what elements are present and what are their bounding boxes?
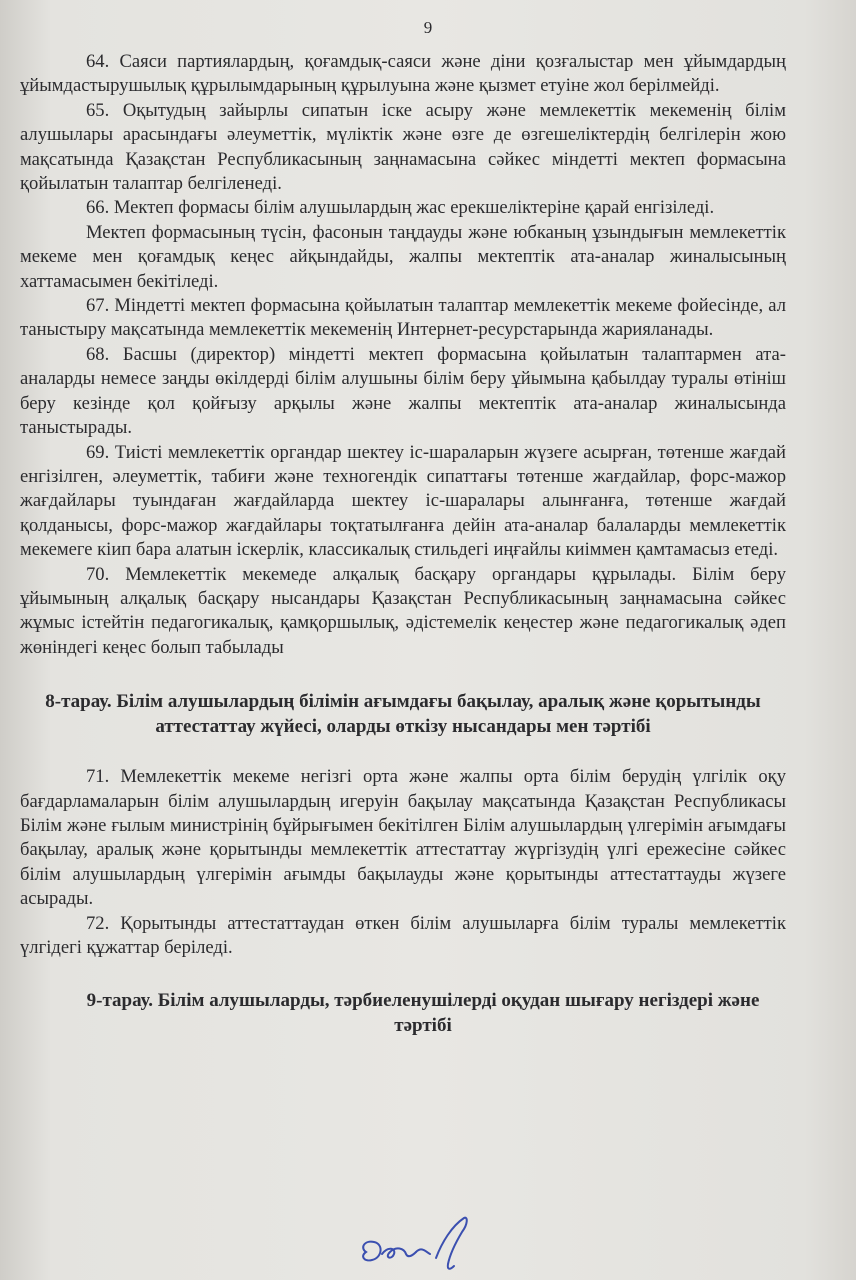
paragraph-65: 65. Оқытудың зайырлы сипатын іске асыру және мемлекеттік мекеменің білім алушылары арасындағы әлеуметтік, мүліктік және өзге де өзгешеліктердің белгілерін жою мақсатында Қазақстан Республикасының заңнамасына сәйкес міндетті мектеп формасына қойылатын талаптар белгіленеді. [20,99,786,195]
paragraph-71: 71. Мемлекеттік мекеме негізгі орта және жалпы орта білім берудің үлгілік оқу бағдарламаларын білім алушылардың игеруін бақылау мақсатында Қазақстан Республикасы Білім және ғылым министрінің бұйрығымен бекітілген Білім алушылардың үлгерімін ағымдағы бақылау, аралық және қорытынды мемлекеттік аттестаттау жүргізудің үлгі ережесіне сәйкес білім алушылардың үлгерімін ағымды бақылауды және қорытынды аттестаттауды жүзеге асырады. [20,766,786,910]
paragraph-68: 68. Басшы (директор) міндетті мектеп формасына қойылатын талаптармен ата-аналарды немесе заңды өкілдерді білім алушыны білім беру ұйымына қабылдау туралы өтініш беру кезінде қол қойғызу арқылы және жалпы мектептік ата-аналар жиналысында таныстырады. [20,343,786,439]
paragraph-66: 66. Мектеп формасы білім алушылардың жас ерекшеліктеріне қарай енгізіледі. [86,197,715,219]
page-number: 9 [423,18,433,37]
paragraph-64: 64. Саяси партиялардың, қоғамдық-саяси және діни қозғалыстар мен ұйымдардың ұйымдастырушылық құрылымдарының құрылуына және қызмет етуіне жол берілмейді. [20,51,786,97]
section-9-heading: 9-тарау. Білім алушыларды, тәрбиеленушілерді оқудан шығару негіздері және тәртібі [86,990,760,1037]
paragraph-69: 69. Тиісті мемлекеттік органдар шектеу іс-шараларын жүзеге асырған, төтенше жағдай енгізілген, әлеуметтік, табиғи және техногендік сипаттағы төтенше жағдайлар, форс-мажор жағдайлары туындаған жағдайларда шектеу іс-шаралары алынғанға, төтенше жағдай қолданысы, форс-мажор жағдайлары тоқтатылғанға дейін ата-аналар балаларды мемлекеттік мекемеге кіип бара алатын іскерлік, классикалық стильдегі иңғайлы киіммен қамтамасыз етеді. [20,441,786,561]
paragraph-67: 67. Міндетті мектеп формасына қойылатын талаптар мемлекеттік мекеме фойесінде, ал таныстыру мақсатында мемлекеттік мекеменің Интернет-ресурстарында жарияланады. [20,295,786,341]
handwritten-signature [352,1212,482,1274]
paragraph-72: 72. Қорытынды аттестаттаудан өткен білім алушыларға білім туралы мемлекеттік үлгідегі құжаттар беріледі. [20,912,786,958]
paragraph-66-uniform-choice: Мектеп формасының түсін, фасонын таңдауды және юбканың ұзындығын мемлекеттік мекеме мен қоғамдық кеңес айқындайды, жалпы мектептік ата-аналар жиналысының хаттамасымен бекітіледі. [20,221,786,292]
document-body [20,50,786,1038]
section-8-heading: 8-тарау. Білім алушылардың білімін ағымдағы бақылау, аралық және қорытынды аттестаттау жүйесі, оларды өткізу нысандары мен тәртібі [45,691,761,738]
paragraph-70: 70. Мемлекеттік мекемеде алқалық басқару органдары құрылады. Білім беру ұйымының алқалық басқару нысандары Қазақстан Республикасының заңнамасына сәйкес жұмыс істейтін педагогикалық, қамқоршылық, әдістемелік кеңестер және педагогикалық әдеп жөніндегі кеңес болып табылады [20,563,786,658]
